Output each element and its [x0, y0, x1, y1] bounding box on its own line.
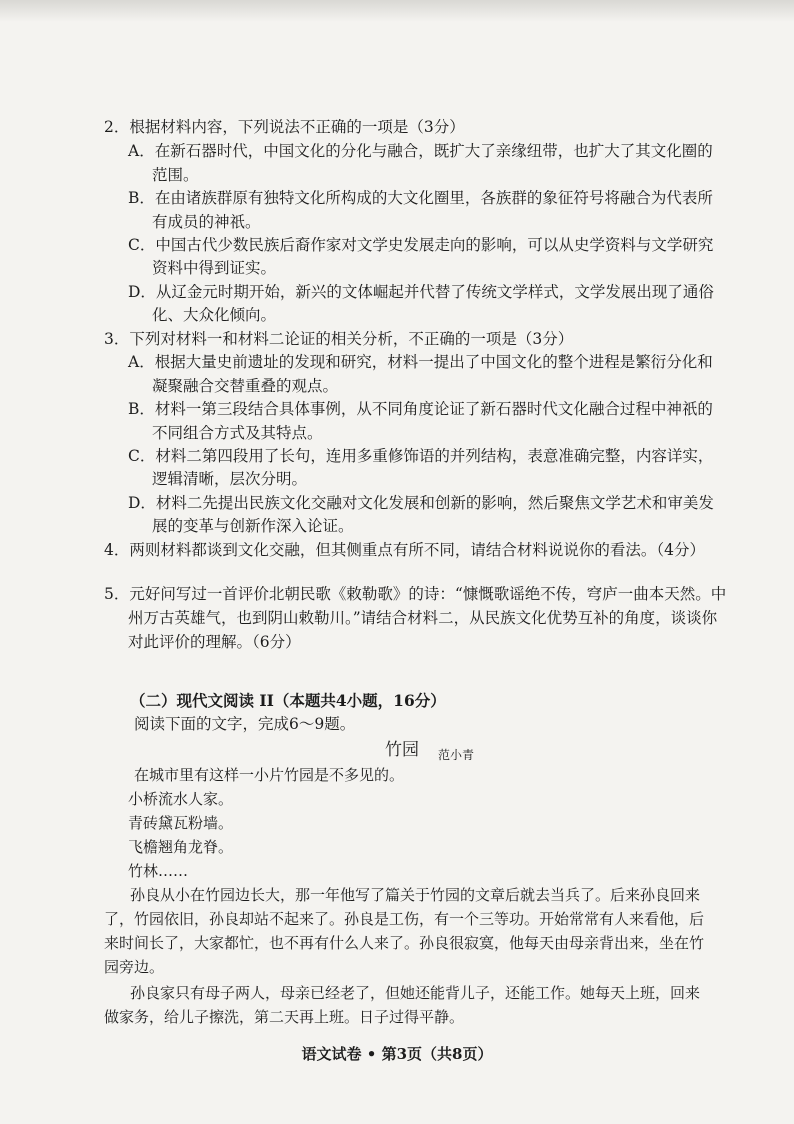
passage-line-2: 小桥流水人家。	[128, 790, 234, 808]
question-4-stem: 4．两则材料都谈到文化交融，但其侧重点有所不同，请结合材料说说你的看法。（4分）	[104, 541, 705, 559]
passage-para-1-line-2: 了，竹园依旧，孙良却站不起来了。孙良是工伤，有一个三等功。开始常常有人来看他，后	[104, 910, 705, 928]
question-3-option-a: A．根据大量史前遗址的发现和研究，材料一提出了中国文化的整个进程是繁衍分化和	[128, 353, 713, 371]
passage-para-1-line-3: 来时间长了，大家都忙，也不再有什么人来了。孙良很寂寞，他每天由母亲背出来，坐在竹	[104, 934, 705, 952]
question-3-option-b-cont: 不同组合方式及其特点。	[152, 424, 323, 442]
question-3-option-b: B．材料一第三段结合具体事例，从不同角度论证了新石器时代文化融合过程中神祇的	[128, 400, 713, 418]
page-footer: 语文试卷 • 第3页（共8页）	[301, 1045, 493, 1063]
section-heading: （二）现代文阅读 II（本题共4小题，16分）	[130, 691, 446, 710]
passage-title: 竹园	[385, 740, 419, 760]
passage-para-1-line-1: 孙良从小在竹园边长大，那一年他写了篇关于竹园的文章后就去当兵了。后来孙良回来	[130, 886, 701, 904]
passage-para-1-line-4: 园旁边。	[104, 958, 165, 976]
passage-line-4: 飞檐翘角龙脊。	[128, 838, 234, 856]
question-2-option-a: A．在新石器时代，中国文化的分化与融合，既扩大了亲缘纽带，也扩大了其文化圈的	[128, 142, 713, 160]
passage-author: 范小青	[438, 748, 475, 762]
question-3-option-c: C．材料二第四段用了长句，连用多重修饰语的并列结构，表意准确完整，内容详实，	[128, 447, 714, 465]
question-2-option-c-cont: 资料中得到证实。	[152, 259, 277, 277]
passage-line-1: 在城市里有这样一小片竹园是不多见的。	[134, 766, 405, 784]
question-5-line-1: 5．元好问写过一首评价北朝民歌《敕勒歌》的诗：“慷慨歌谣绝不传，穹庐一曲本天然。中	[104, 585, 727, 603]
scan-top-edge	[0, 0, 794, 22]
question-3-option-a-cont: 凝聚融合交替重叠的观点。	[152, 377, 339, 395]
question-3-stem: 3．下列对材料一和材料二论证的相关分析，不正确的一项是（3分）	[104, 330, 574, 348]
section-instruction: 阅读下面的文字，完成6～9题。	[134, 715, 356, 733]
question-3-option-d-cont: 展的变革与创新作深入论证。	[152, 517, 354, 535]
question-5-line-2: 州万古英雄气，也到阴山敕勒川。”请结合材料二，从民族文化优势互补的角度，谈谈你	[128, 609, 718, 627]
passage-para-2-line-1: 孙良家只有母子两人，母亲已经老了，但她还能背儿子，还能工作。她每天上班，回来	[130, 984, 701, 1002]
question-3-option-d: D．材料二先提出民族文化交融对文化发展和创新的影响，然后聚焦文学艺术和审美发	[128, 494, 714, 512]
question-2-stem: 2．根据材料内容，下列说法不正确的一项是（3分）	[104, 118, 465, 136]
question-2-option-b-cont: 有成员的神祇。	[152, 213, 261, 231]
passage-line-5: 竹林……	[128, 862, 189, 880]
question-2-option-d: D．从辽金元时期开始，新兴的文体崛起并代替了传统文学样式，文学发展出现了通俗	[128, 283, 714, 301]
question-5-line-3: 对此评价的理解。（6分）	[128, 633, 301, 651]
question-2-option-c: C．中国古代少数民族后裔作家对文学史发展走向的影响，可以从史学资料与文学研究	[128, 236, 714, 254]
passage-para-2-line-2: 做家务，给儿子擦洗，第二天再上班。日子过得平静。	[104, 1008, 465, 1026]
question-3-option-c-cont: 逻辑清晰，层次分明。	[152, 470, 308, 488]
question-2-option-d-cont: 化、大众化倾向。	[152, 306, 277, 324]
passage-line-3: 青砖黛瓦粉墙。	[128, 814, 234, 832]
question-2-option-b: B．在由诸族群原有独特文化所构成的大文化圈里，各族群的象征符号将融合为代表所	[128, 189, 713, 207]
question-2-option-a-cont: 范围。	[152, 166, 199, 184]
